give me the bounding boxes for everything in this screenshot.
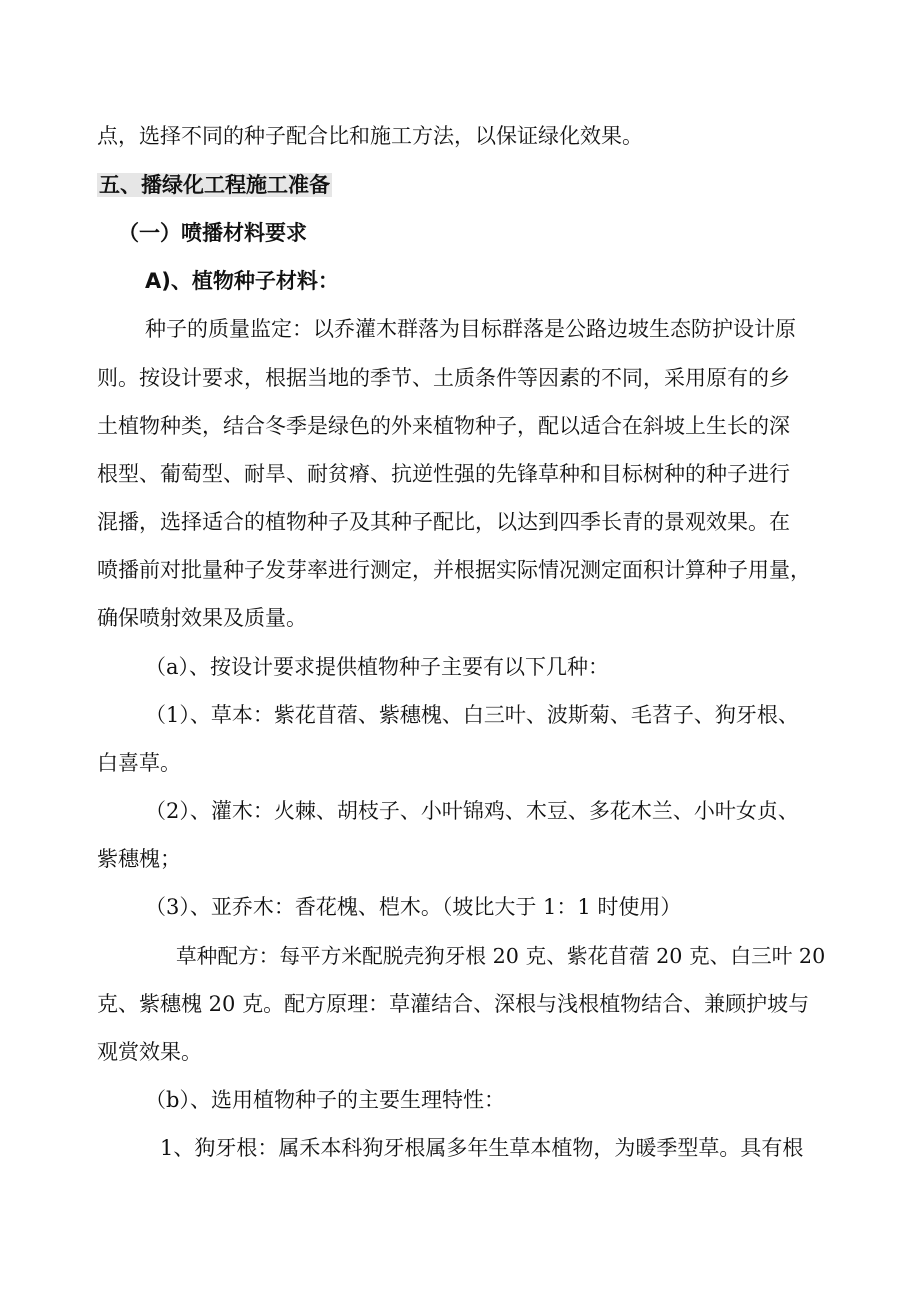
section-heading: [97, 171, 332, 199]
paragraph-line: 观赏效果。: [97, 1040, 202, 1064]
paragraph-line: 草种配方：每平方米配脱壳狗牙根 20 克、紫花苜蓿 20 克、白三叶 20: [176, 944, 826, 968]
paragraph-line: 1、狗牙根：属禾本科狗牙根属多年生草本植物，为暖季型草。具有根: [160, 1136, 804, 1160]
paragraph-line: 喷播前对批量种子发芽率进行测定，并根据实际情况测定面积计算种子用量，: [97, 558, 811, 582]
subsection-heading: （一）喷播材料要求: [118, 221, 307, 245]
list-item: （3）、亚乔木：香花槐、桤木。（坡比大于 1：1 时使用）: [145, 895, 682, 919]
paragraph-line: 点，选择不同的种子配合比和施工方法，以保证绿化效果。: [97, 124, 643, 148]
list-item-continuation: 紫穗槐；: [97, 847, 181, 871]
list-item: （1）、草本：紫花苜蓿、紫穗槐、白三叶、波斯菊、毛苕子、狗牙根、: [145, 703, 799, 727]
paragraph-line: 确保喷射效果及质量。: [97, 606, 307, 630]
paragraph-line: 克、紫穗槐 20 克。配方原理：草灌结合、深根与浅根植物结合、兼顾护坡与: [97, 992, 810, 1016]
paragraph-line: 混播，选择适合的植物种子及其种子配比，以达到四季长青的景观效果。在: [97, 510, 790, 534]
paragraph-line: 土植物种类，结合冬季是绿色的外来植物种子，配以适合在斜坡上生长的深: [97, 414, 790, 438]
paragraph-line: 则。按设计要求，根据当地的季节、土质条件等因素的不同，采用原有的乡: [97, 366, 790, 390]
list-intro: （b）、选用植物种子的主要生理特性：: [145, 1088, 505, 1112]
subsubsection-heading: A)、植物种子材料：: [145, 269, 339, 293]
heading-text: 五、播绿化工程施工准备: [99, 173, 330, 197]
paragraph-line: 种子的质量监定：以乔灌木群落为目标群落是公路边坡生态防护设计原: [145, 317, 796, 341]
list-item: （2）、灌木：火棘、胡枝子、小叶锦鸡、木豆、多花木兰、小叶女贞、: [145, 799, 799, 823]
list-intro: （a）、按设计要求提供植物种子主要有以下几种：: [145, 655, 610, 679]
paragraph-line: 根型、葡萄型、耐旱、耐贫瘠、抗逆性强的先锋草种和目标树种的种子进行: [97, 462, 790, 486]
list-item-continuation: 白喜草。: [97, 751, 181, 775]
